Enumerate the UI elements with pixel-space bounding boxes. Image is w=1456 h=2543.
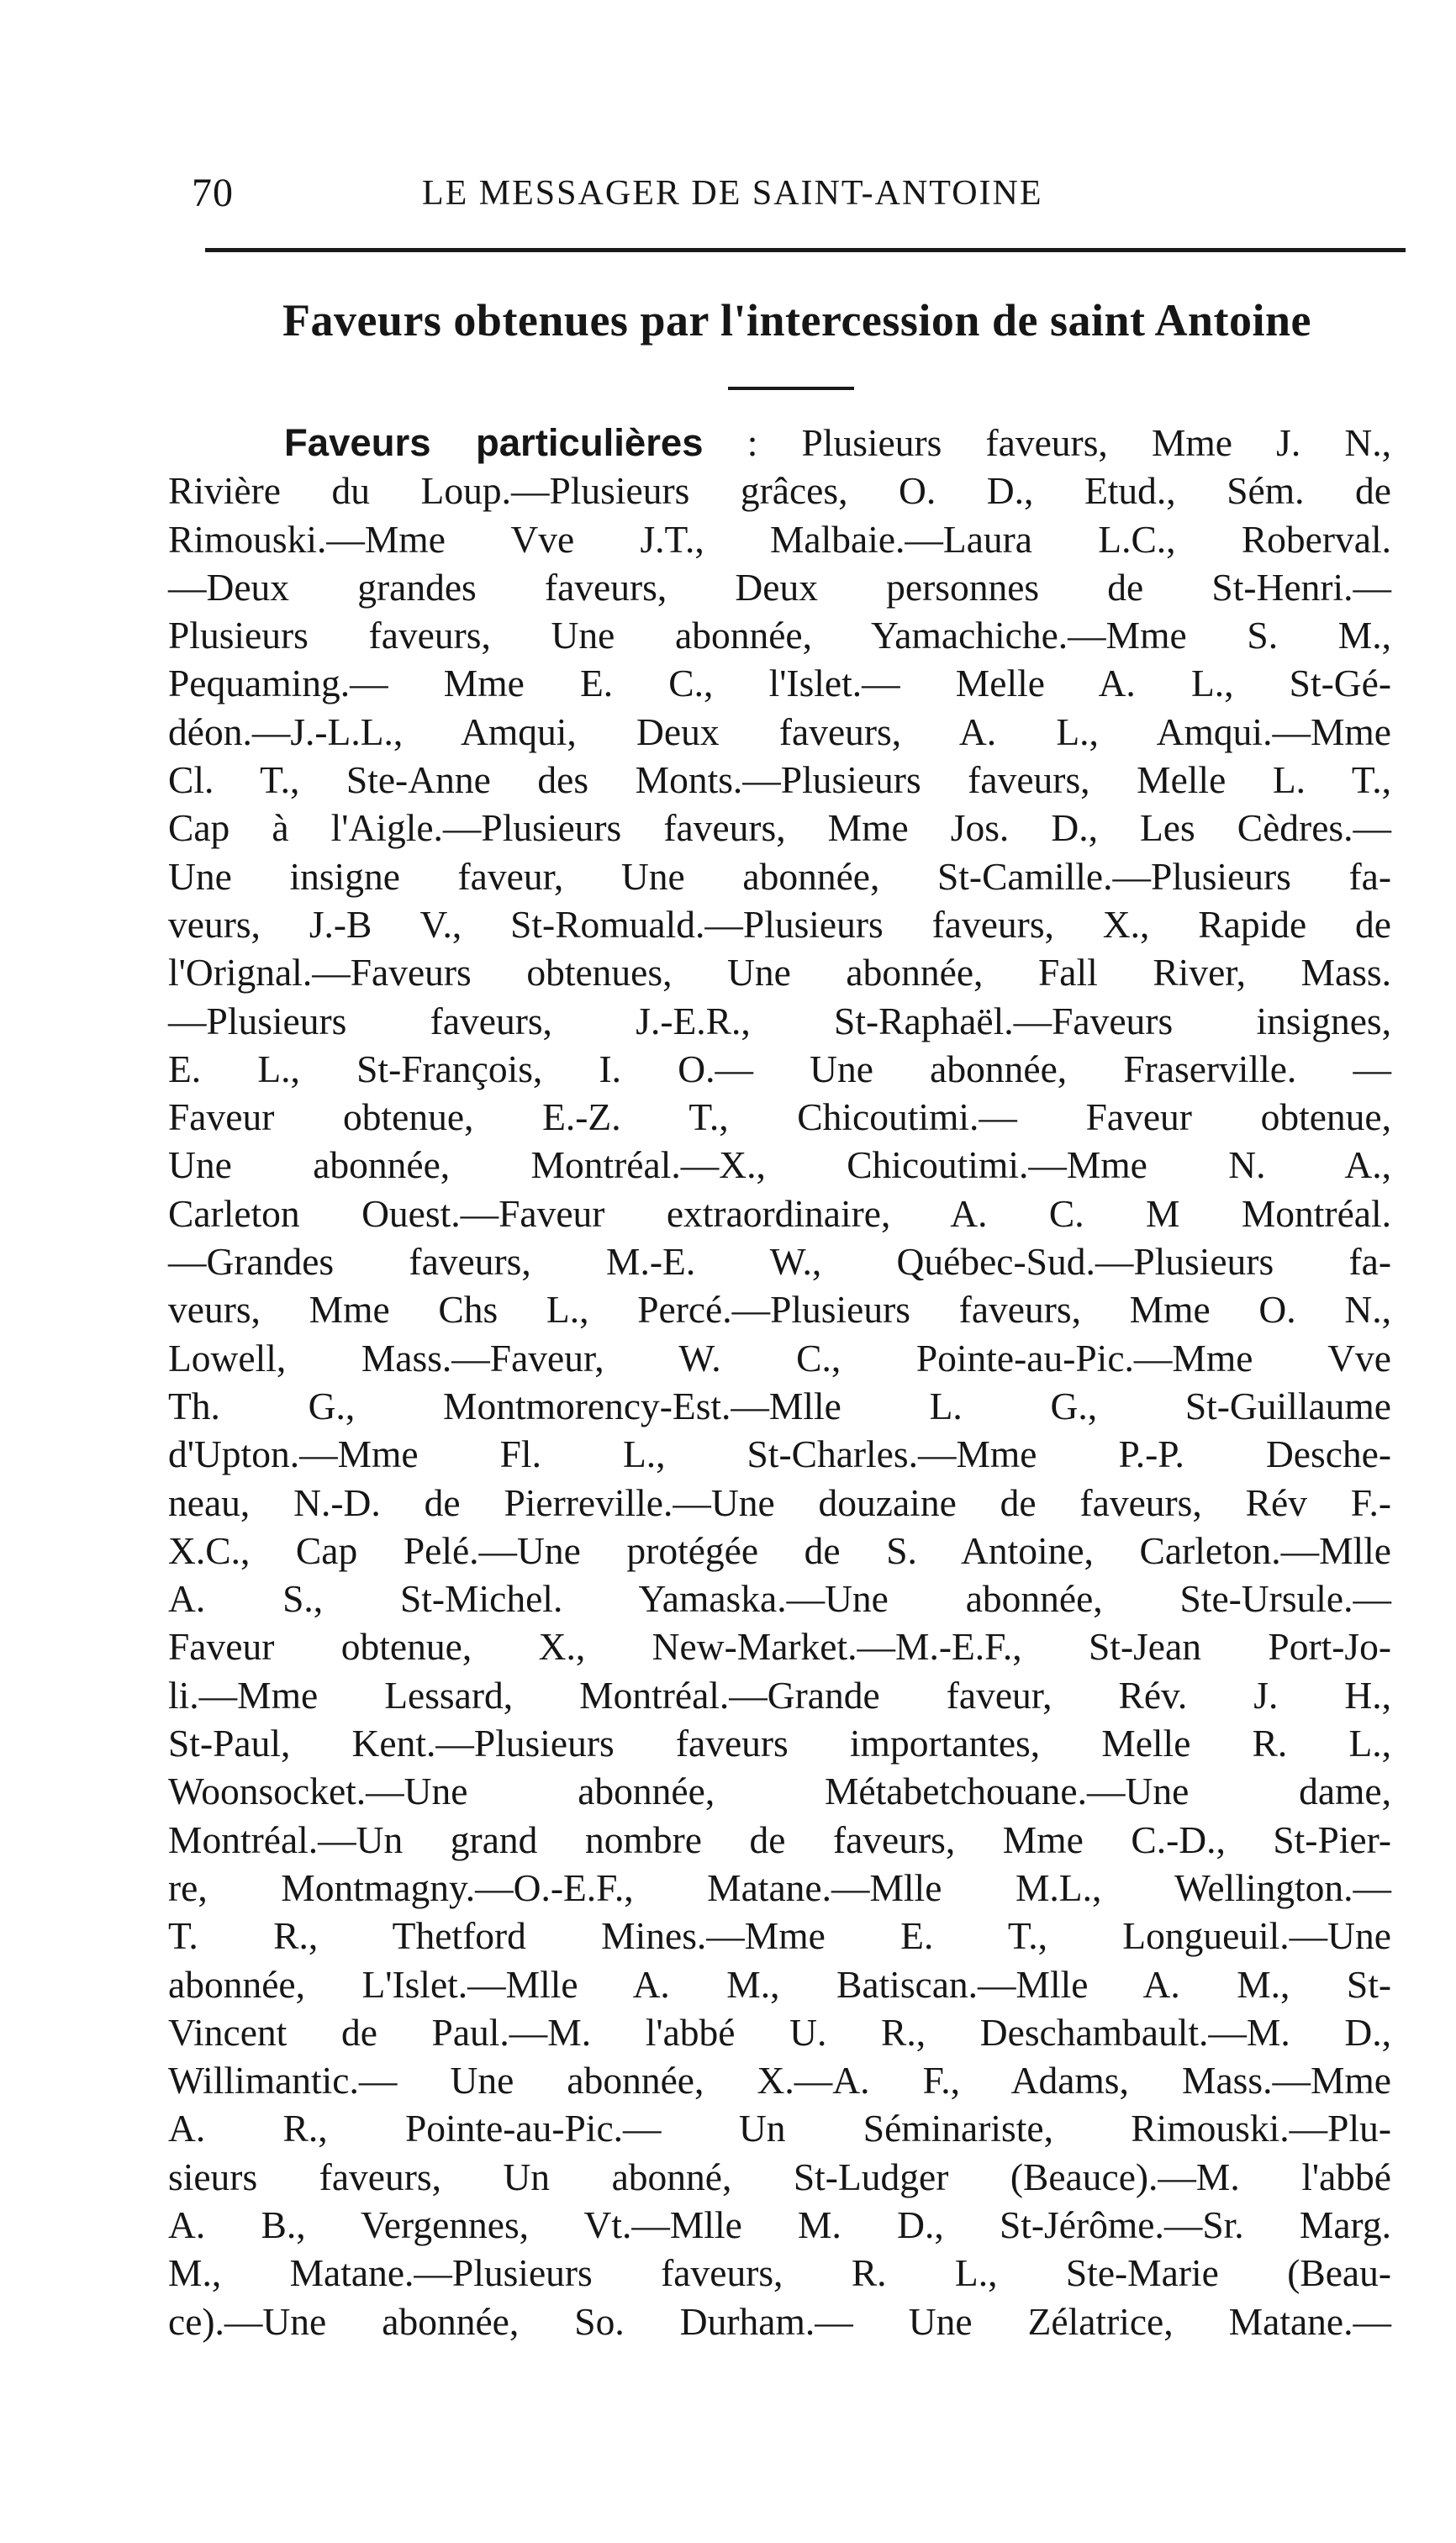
section-heading: Faveurs obtenues par l'intercession de saint Antoine [282,295,1312,346]
text-line: Rimouski.—Mme Vve J.T., Malbaie.—Laura L.C., Roberval. [168,517,1391,561]
text-line: M., Matane.—Plusieurs faveurs, R. L., Ste-Marie (Beau- [168,2251,1391,2295]
text-line: Willimantic.— Une abonnée, X.—A. F., Adams, Mass.—Mme [168,2059,1391,2102]
text-line: —Deux grandes faveurs, Deux personnes de St-Henri.— [168,565,1391,609]
text-line: neau, N.-D. de Pierreville.—Une douzaine de faveurs, Rév F.- [168,1480,1391,1524]
text-line: déon.—J.-L.L., Amqui, Deux faveurs, A. L., Amqui.—Mme [168,710,1391,753]
text-line: Plusieurs faveurs, Une abonnée, Yamachiche.—Mme S. M., [168,614,1391,657]
text-line [168,419,1391,467]
text-line: Vincent de Paul.—M. l'abbé U. R., Deschambault.—M. D., [168,2010,1391,2054]
text-line: Faveur obtenue, X., New-Market.—M.-E.F., St-Jean Port-Jo- [168,1625,1391,1669]
text-line: Faveur obtenue, E.-Z. T., Chicoutimi.— Faveur obtenue, [168,1095,1391,1139]
text-line-content: : Plusieurs faveurs, Mme J. N., [703,421,1391,464]
text-line: Une abonnée, Montréal.—X., Chicoutimi.—Mme N. A., [168,1143,1391,1187]
text-line: A. R., Pointe-au-Pic.— Un Séminariste, Rimouski.—Plu- [168,2107,1391,2150]
text-line: Cl. T., Ste-Anne des Monts.—Plusieurs faveurs, Melle L. T., [168,758,1391,802]
text-line: sieurs faveurs, Un abonné, St-Ludger (Beauce).—M. l'abbé [168,2155,1391,2198]
text-line: A. B., Vergennes, Vt.—Mlle M. D., St-Jérôme.—Sr. Marg. [168,2203,1391,2246]
text-line: Cap à l'Aigle.—Plusieurs faveurs, Mme Jos. D., Les Cèdres.— [168,806,1391,850]
text-line: Montréal.—Un grand nombre de faveurs, Mme C.-D., St-Pier- [168,1818,1391,1861]
header-rule [205,248,1406,252]
text-line: —Grandes faveurs, M.-E. W., Québec-Sud.—Plusieurs fa- [168,1240,1391,1284]
lead-label: Faveurs particulières [284,421,704,464]
text-line: Carleton Ouest.—Faveur extraordinaire, A. C. M Montréal. [168,1191,1391,1235]
text-line: li.—Mme Lessard, Montréal.—Grande faveur, Rév. J. H., [168,1673,1391,1717]
text-line: —Plusieurs faveurs, J.-E.R., St-Raphaël.—Faveurs insignes, [168,999,1391,1042]
text-line: Th. G., Montmorency-Est.—Mlle L. G., St-Guillaume [168,1384,1391,1427]
text-line: T. R., Thetford Mines.—Mme E. T., Longueuil.—Une [168,1914,1391,1958]
article-body [168,419,1391,2345]
text-line: abonnée, L'Islet.—Mlle A. M., Batiscan.—Mlle A. M., St- [168,1962,1391,2006]
text-line: veurs, Mme Chs L., Percé.—Plusieurs faveurs, Mme O. N., [168,1288,1391,1332]
text-line: Rivière du Loup.—Plusieurs grâces, O. D., Etud., Sém. de [168,469,1391,513]
text-line: Une insigne faveur, Une abonnée, St-Camille.—Plusieurs fa- [168,854,1391,898]
text-line: St-Paul, Kent.—Plusieurs faveurs importantes, Melle R. L., [168,1722,1391,1765]
text-line: Pequaming.— Mme E. C., l'Islet.— Melle A. L., St-Gé- [168,662,1391,705]
text-line: d'Upton.—Mme Fl. L., St-Charles.—Mme P.-P. Desche- [168,1432,1391,1476]
heading-divider [728,387,854,390]
page-header [192,170,1402,229]
text-line: A. S., St-Michel. Yamaska.—Une abonnée, Ste-Ursule.— [168,1577,1391,1621]
page-number: 70 [192,171,234,215]
text-line: Woonsocket.—Une abonnée, Métabetchouane.—Une dame, [168,1770,1391,1813]
text-line: veurs, J.-B V., St-Romuald.—Plusieurs faveurs, X., Rapide de [168,902,1391,946]
text-line: ce).—Une abonnée, So. Durham.— Une Zélatrice, Matane.— [168,2299,1391,2343]
text-line: E. L., St-François, I. O.— Une abonnée, Fraserville. — [168,1047,1391,1090]
text-line: X.C., Cap Pelé.—Une protégée de S. Antoine, Carleton.—Mlle [168,1528,1391,1572]
text-line: l'Orignal.—Faveurs obtenues, Une abonnée, Fall River, Mass. [168,951,1391,995]
text-line: Lowell, Mass.—Faveur, W. C., Pointe-au-Pic.—Mme Vve [168,1336,1391,1380]
running-title: LE MESSAGER DE SAINT-ANTOINE [422,174,1043,213]
text-line: re, Montmagny.—O.-E.F., Matane.—Mlle M.L., Wellington.— [168,1865,1391,1909]
